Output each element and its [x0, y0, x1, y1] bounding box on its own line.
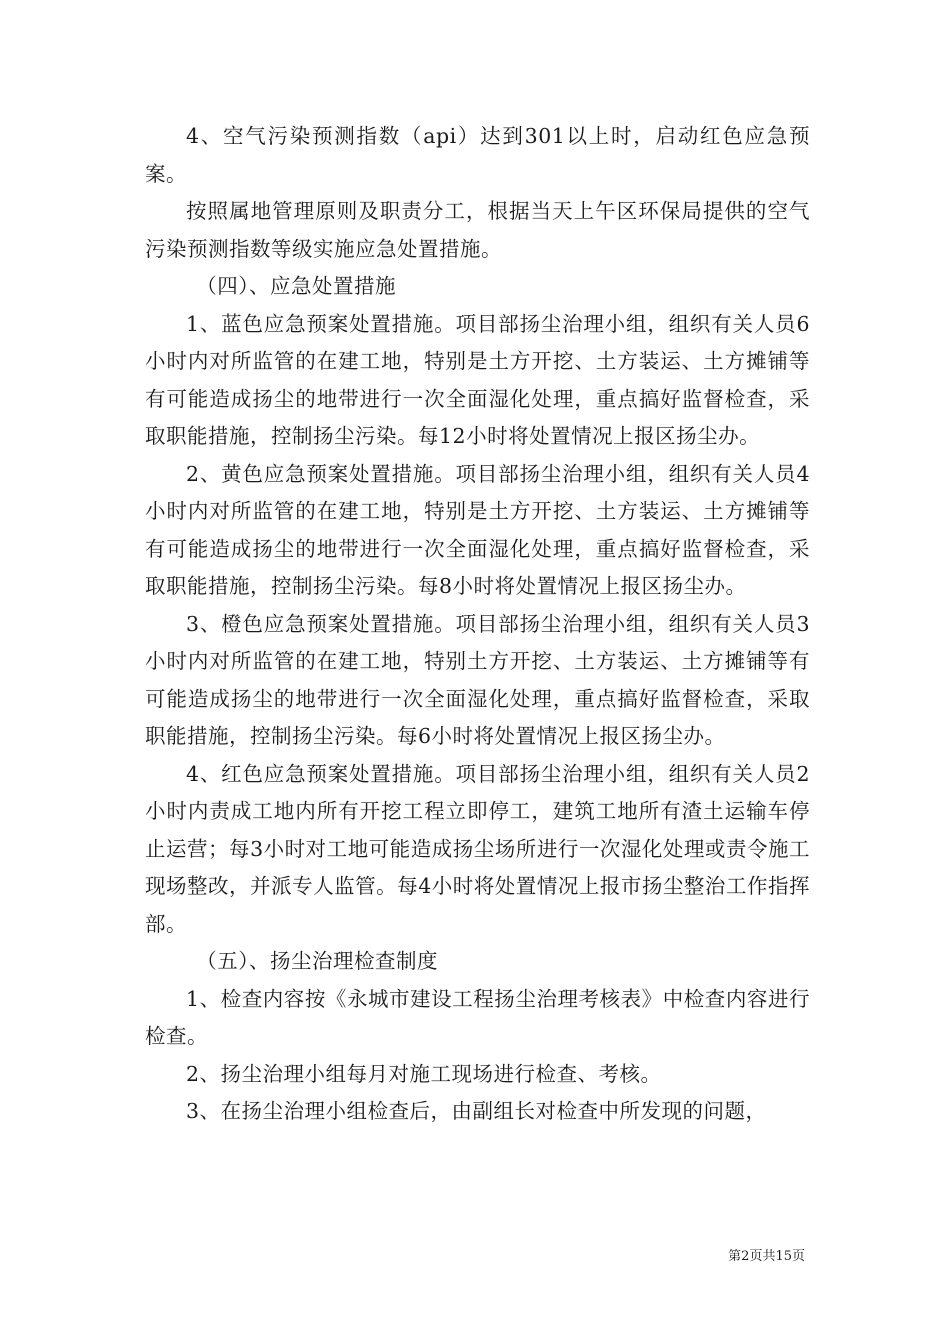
section-heading-inspection-system: （五）、扬尘治理检查制度	[196, 949, 438, 973]
paragraph-api-red: 4、空气污染预测指数（api）达到301以上时，启动红色应急预案。	[145, 124, 810, 186]
document-body	[145, 118, 810, 1131]
paragraph-inspection-content: 1、检查内容按《永城市建设工程扬尘治理考核表》中检查内容进行检查。	[145, 986, 810, 1048]
section-heading-emergency-measures: （四）、应急处置措施	[196, 274, 396, 298]
paragraph-monthly-inspection: 2、扬尘治理小组每月对施工现场进行检查、考核。	[186, 1061, 662, 1086]
paragraph-post-inspection: 3、在扬尘治理小组检查后，由副组长对检查中所发现的问题，	[186, 1099, 767, 1123]
paragraph-blue-plan: 1、蓝色应急预案处置措施。项目部扬尘治理小组，组织有关人员6小时内对所监管的在建工地，特别是土方开挖、土方装运、土方摊铺等有可能造成扬尘的地带进行一次全面湿化处理，重点搞好监督检查，采取职能措施，控制扬尘污染。每12小时将处置情况上报区扬尘办。	[145, 311, 810, 448]
paragraph-red-plan: 4、红色应急预案处置措施。项目部扬尘治理小组，组织有关人员2小时内责成工地内所有开挖工程立即停工，建筑工地所有渣土运输车停止运营；每3小时对工地可能造成扬尘场所进行一次湿化处理或责令施工现场整改，并派专人监管。每4小时将处置情况上报市扬尘整治工作指挥部。	[145, 761, 810, 936]
paragraph-yellow-plan: 2、黄色应急预案处置措施。项目部扬尘治理小组，组织有关人员4小时内对所监管的在建工地，特别是土方开挖、土方装运、土方摊铺等有可能造成扬尘的地带进行一次全面湿化处理，重点搞好监督检查，采取职能措施，控制扬尘污染。每8小时将处置情况上报区扬尘办。	[145, 461, 810, 598]
paragraph-orange-plan: 3、橙色应急预案处置措施。项目部扬尘治理小组，组织有关人员3小时内对所监管的在建工地，特别土方开挖、土方装运、土方摊铺等有可能造成扬尘的地带进行一次全面湿化处理，重点搞好监督检查，采取职能措施，控制扬尘污染。每6小时将处置情况上报区扬尘办。	[145, 611, 810, 748]
paragraph-jurisdiction: 按照属地管理原则及职责分工，根据当天上午区环保局提供的空气污染预测指数等级实施应急处置措施。	[145, 199, 810, 261]
page-number-footer: 第2页共15页	[728, 1249, 805, 1264]
